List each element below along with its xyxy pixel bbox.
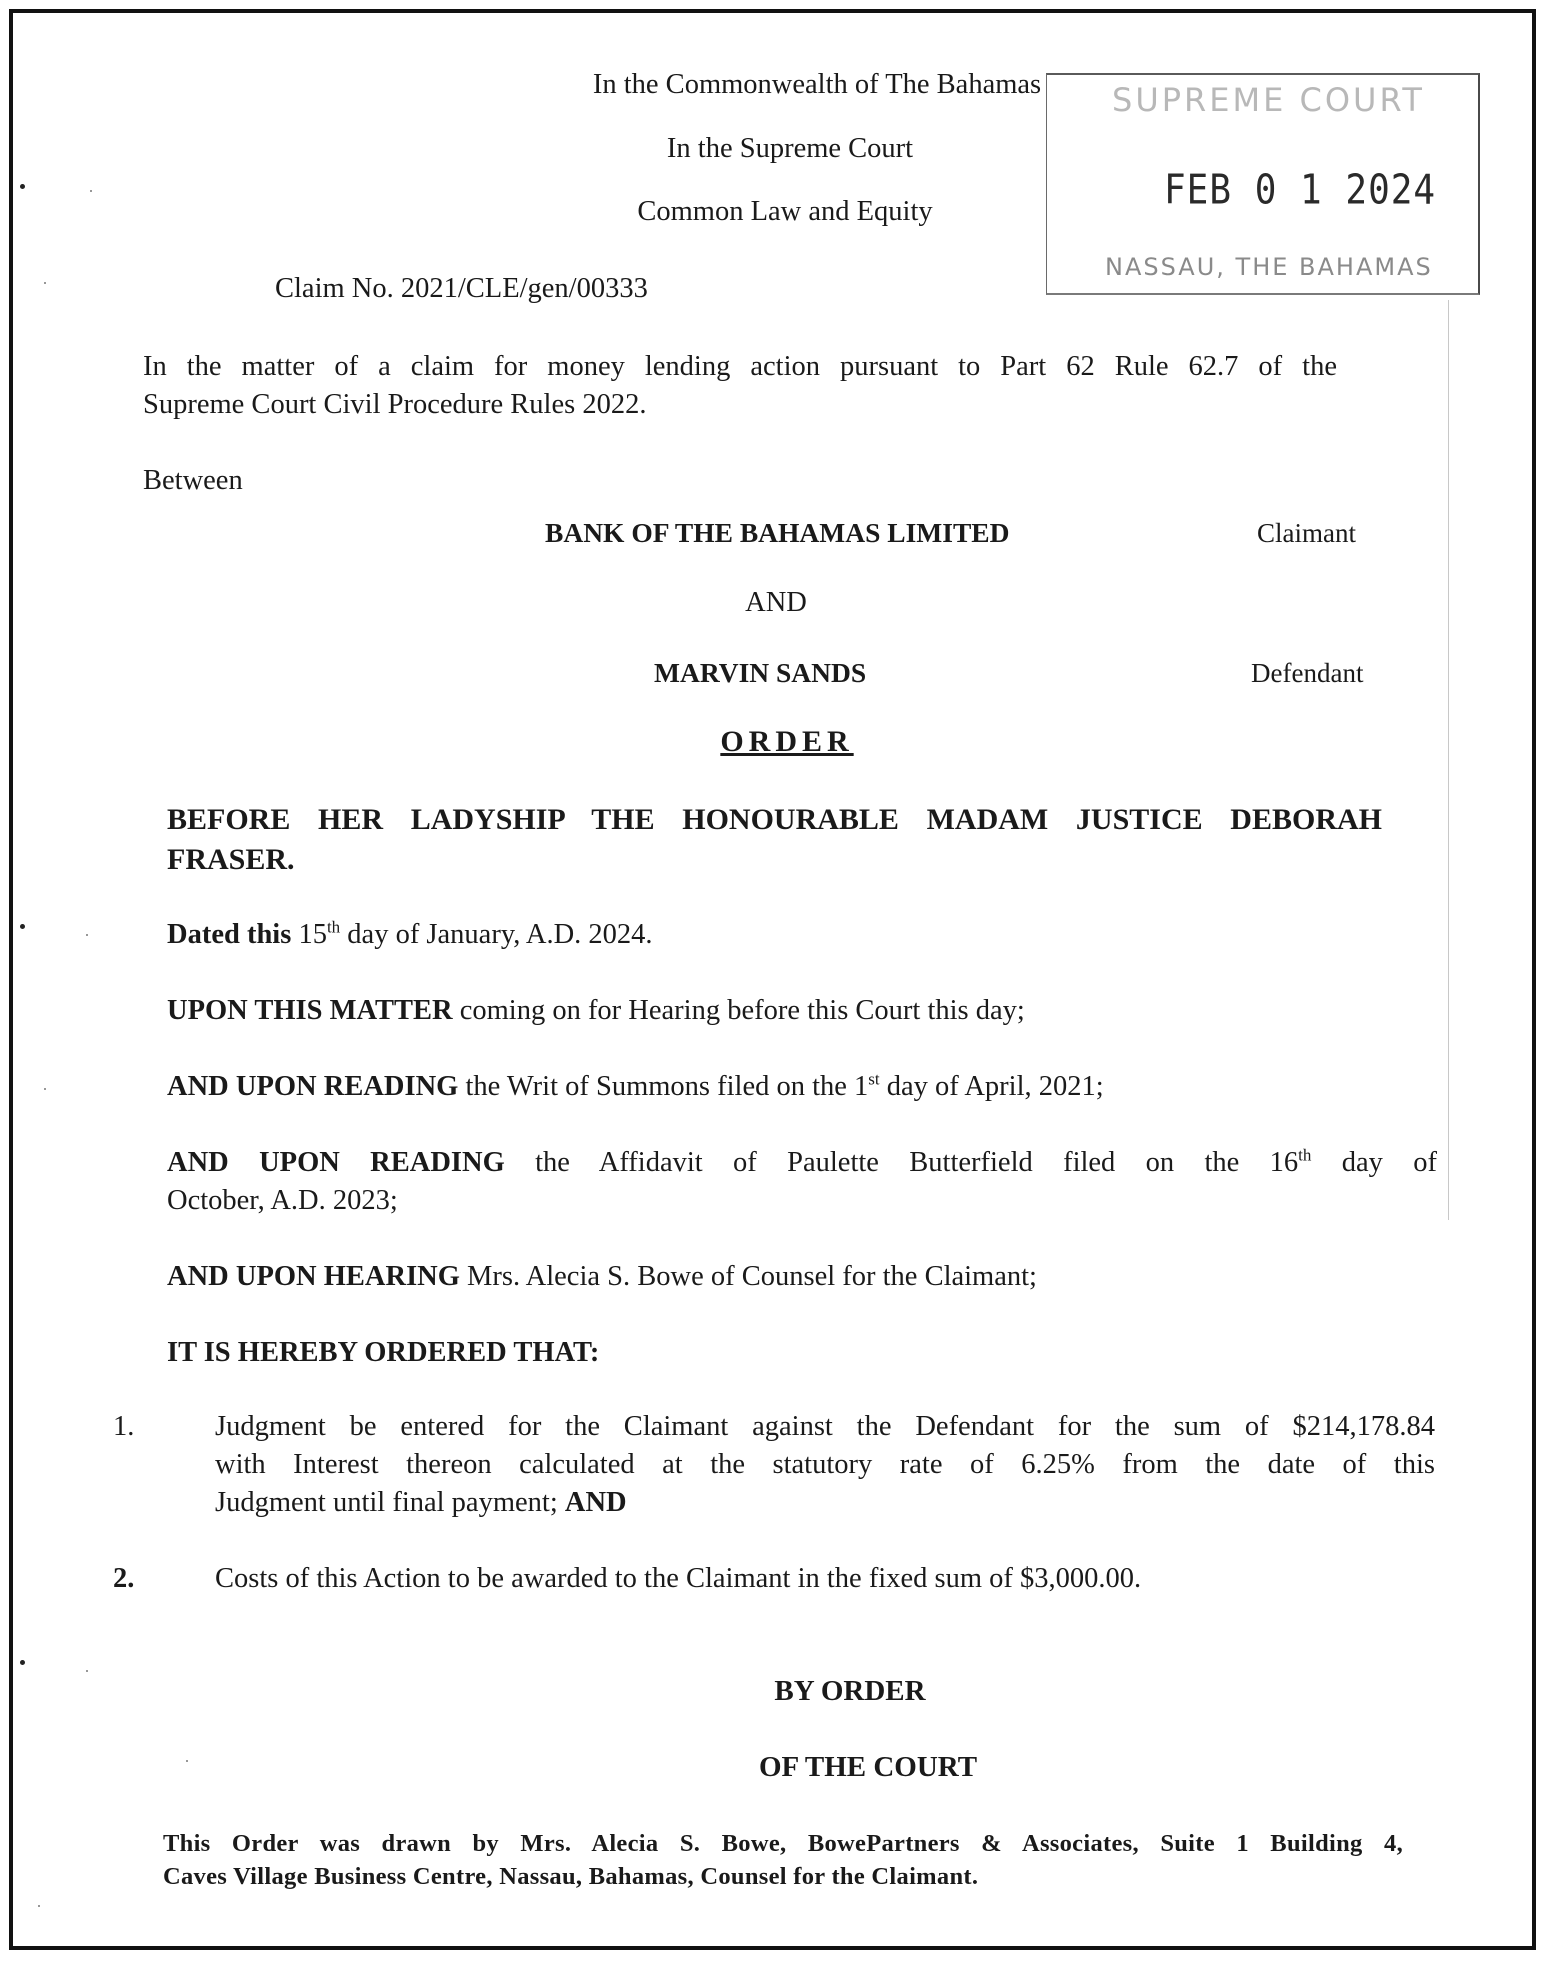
header-common-law: Common Law and Equity <box>637 196 933 227</box>
claimant-name: BANK OF THE BAHAMAS LIMITED <box>545 517 1010 548</box>
upon-hearing-paragraph <box>167 1258 1037 1296</box>
ordered-heading: IT IS HEREBY ORDERED THAT: <box>167 1337 600 1368</box>
header-commonwealth: In the Commonwealth of The Bahamas <box>592 69 1042 100</box>
scan-speck <box>44 282 46 284</box>
item-2-line-1: Costs of this Action to be awarded to the Claimant in the fixed sum of $3,000.00. <box>215 1563 1142 1594</box>
scan-speck <box>20 924 25 929</box>
upon-reading-affidavit-suffix: th <box>1298 1145 1312 1165</box>
scan-speck <box>44 1088 46 1090</box>
claimant-role: Claimant <box>1257 518 1356 548</box>
signoff-of-the-court: OF THE COURT <box>758 1751 978 1783</box>
upon-matter-lead: UPON THIS MATTER <box>167 995 453 1026</box>
upon-reading-writ-suffix: st <box>868 1069 880 1089</box>
defendant-role: Defendant <box>1251 658 1364 688</box>
scan-speck <box>20 184 25 189</box>
item-1-line-3-text: Judgment until final payment; <box>215 1487 558 1518</box>
upon-reading-affidavit-line-2: October, A.D. 2023; <box>167 1185 398 1216</box>
stamp-date: FEB 0 1 2024 <box>1164 166 1437 215</box>
upon-reading-writ-paragraph <box>167 1068 1104 1106</box>
upon-reading-writ-rest: the Writ of Summons filed on the 1 <box>465 1071 869 1102</box>
before-justice-line-2: FRASER. <box>167 843 295 876</box>
upon-hearing-rest: Mrs. Alecia S. Bowe of Counsel for the Claimant; <box>467 1261 1037 1292</box>
before-justice-line-1: BEFORE HER LADYSHIP THE HONOURABLE MADAM JUSTICE DEBORAH <box>167 803 1382 836</box>
upon-reading-writ-lead: AND UPON READING <box>167 1071 459 1102</box>
upon-matter-paragraph <box>167 992 1025 1030</box>
scan-speck <box>86 1670 88 1672</box>
upon-reading-affidavit-end: day of <box>1341 1147 1438 1178</box>
footer-drawn-by-line-1: This Order was drawn by Mrs. Alecia S. Bowe, BowePartners & Associates, Suite 1 Building 4, <box>163 1830 1403 1857</box>
item-2-number: 2. <box>113 1563 135 1594</box>
item-1-line-2: with Interest thereon calculated at the statutory rate of 6.25% from the date of this <box>215 1449 1435 1480</box>
dated-day: 15 <box>298 919 327 950</box>
item-1-line-1: Judgment be entered for the Claimant against the Defendant for the sum of $214,178.84 <box>215 1411 1435 1442</box>
and-separator: AND <box>745 587 807 618</box>
upon-reading-affidavit-line-1 <box>167 1144 1437 1182</box>
dated-rest: day of January, A.D. 2024. <box>347 919 653 950</box>
scan-speck <box>90 190 92 192</box>
defendant-name: MARVIN SANDS <box>654 657 867 688</box>
item-1-line-3-bold: AND <box>564 1487 627 1518</box>
matter-line-1: In the matter of a claim for money lending action pursuant to Part 62 Rule 62.7 of the <box>143 351 1337 382</box>
item-1-number: 1. <box>113 1411 135 1442</box>
signoff-by-order: BY ORDER <box>774 1675 926 1707</box>
scan-speck <box>186 1760 188 1762</box>
between-label: Between <box>143 465 243 496</box>
upon-hearing-lead: AND UPON HEARING <box>167 1261 460 1292</box>
item-1-line-3 <box>215 1484 627 1522</box>
page-border <box>9 9 1536 1950</box>
header-supreme-court: In the Supreme Court <box>666 133 914 164</box>
matter-line-2: Supreme Court Civil Procedure Rules 2022. <box>143 389 647 420</box>
scan-speck <box>38 1905 40 1907</box>
upon-reading-writ-end: day of April, 2021; <box>886 1071 1104 1102</box>
claim-number: Claim No. 2021/CLE/gen/00333 <box>275 273 648 304</box>
scan-speck <box>20 1660 25 1665</box>
dated-paragraph <box>167 916 653 954</box>
upon-reading-affidavit-lead: AND UPON READING <box>167 1147 505 1178</box>
scan-speck <box>86 934 88 936</box>
order-title: ORDER <box>720 725 854 758</box>
upon-reading-affidavit-rest: the Affidavit of Paulette Butterfield filed on the 16 <box>535 1147 1299 1178</box>
court-filing-stamp <box>1046 73 1480 295</box>
dated-suffix: th <box>326 917 341 937</box>
dated-lead: Dated this <box>167 919 292 950</box>
stamp-place: NASSAU, THE BAHAMAS <box>1105 253 1433 281</box>
scan-line <box>1448 300 1449 1220</box>
footer-drawn-by-line-2: Caves Village Business Centre, Nassau, Bahamas, Counsel for the Claimant. <box>163 1863 979 1890</box>
upon-matter-rest: coming on for Hearing before this Court this day; <box>459 995 1025 1026</box>
stamp-court-name: SUPREME COURT <box>1112 81 1425 119</box>
